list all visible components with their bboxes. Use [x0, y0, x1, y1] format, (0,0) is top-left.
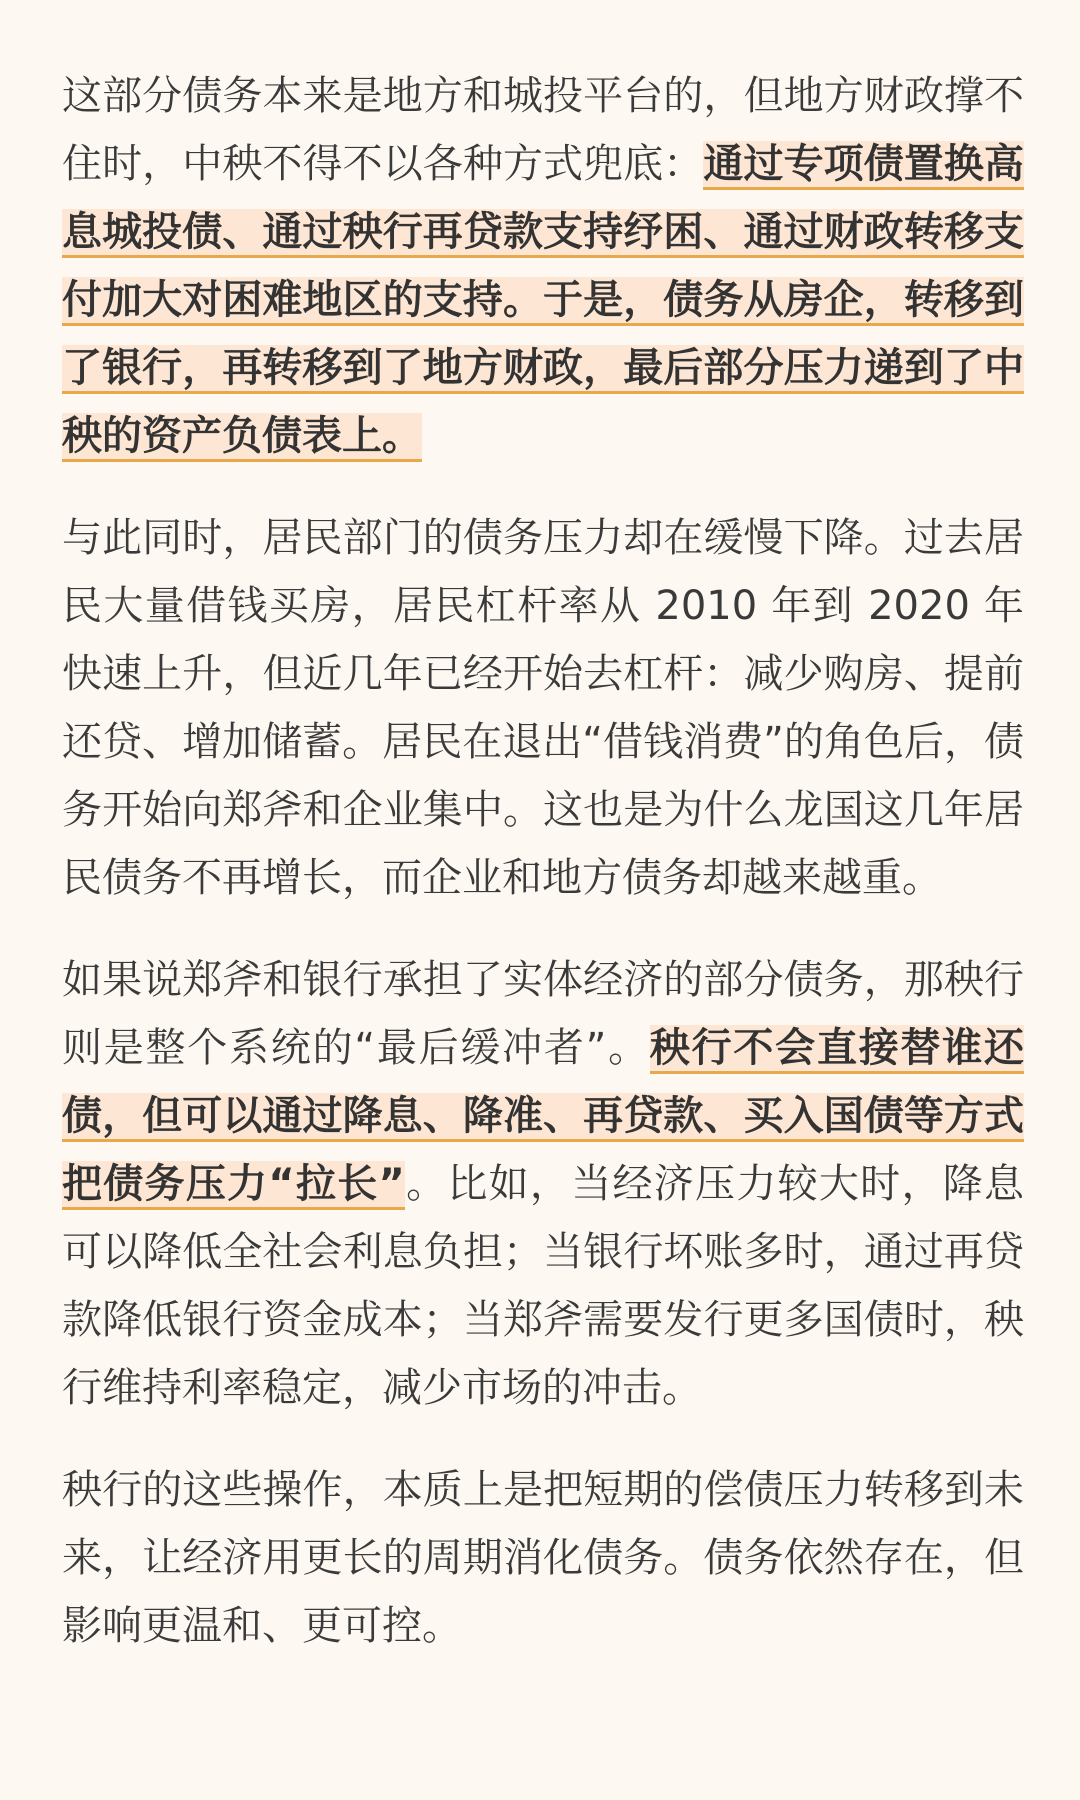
paragraph-text: 秧行的这些操作，本质上是把短期的偿债压力转移到未来，让经济用更长的周期消化债务。债务依然存在，但影响更温和、更可控。 — [62, 1467, 1024, 1649]
paragraph-text: 。比如，当经济压力较大时，降息可以降低全社会利息负担；当银行坏账多时，通过再贷款降低银行资金成本；当郑斧需要发行更多国债时，秧行维持利率稳定，减少市场的冲击。 — [62, 1161, 1025, 1411]
paragraph-text: 与此同时，居民部门的债务压力却在缓慢下降。过去居民大量借钱买房，居民杠杆率从 2010 年到 2020 年快速上升，但近几年已经开始去杠杆：减少购房、提前还贷、增加储蓄。居民在退出“借钱消费”的角色后，债务开始向郑斧和企业集中。这也是为什么龙国这几年居民债务不再增长，而企业和地方债务却越来越重。 — [62, 515, 1024, 901]
paragraph-2 — [62, 504, 1024, 912]
paragraph-3 — [62, 946, 1024, 1422]
highlighted-text: 通过专项债置换高息城投债、通过秧行再贷款支持纾困、通过财政转移支付加大对困难地区的支持。于是，债务从房企，转移到了银行，再转移到了地方财政，最后部分压力递到了中秧的资产负债表上。 — [62, 141, 1024, 462]
paragraph-text: 这部分债务本来是地方和城投平台的，但地方财政撑不住时，中秧不得不以各种方式兜底： — [62, 73, 1024, 187]
highlighted-text: 秧行不会直接替谁还债，但可以通过降息、降准、再贷款、买入国债等方式把债务压力“拉长” — [62, 1025, 1024, 1210]
paragraph-text: 如果说郑斧和银行承担了实体经济的部分债务，那秧行则是整个系统的“最后缓冲者”。 — [62, 957, 1024, 1071]
paragraph-1 — [62, 62, 1024, 470]
paragraph-4 — [62, 1456, 1024, 1660]
